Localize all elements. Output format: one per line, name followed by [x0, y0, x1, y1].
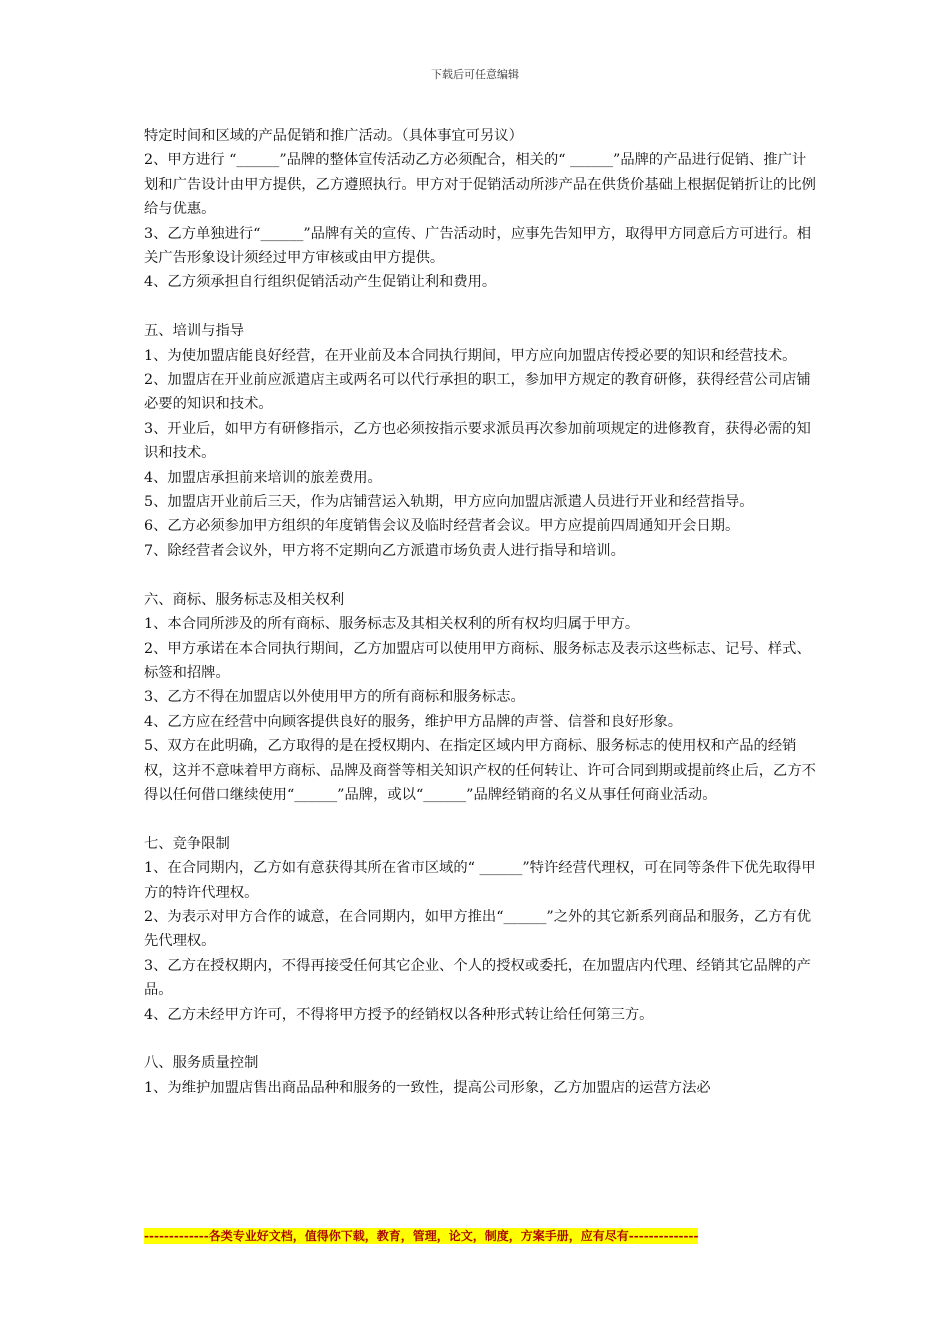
clause: 1、本合同所涉及的所有商标、服务标志及其相关权利的所有权均归属于甲方。 [144, 616, 640, 633]
clause: 2、甲方承诺在本合同执行期间，乙方加盟店可以使用甲方商标、服务标志及表示这些标志、记号、样式、标签和招牌。 [144, 640, 811, 681]
clause: 3、乙方在授权期内，不得再接受任何其它企业、个人的授权或委托，在加盟店内代理、经销其它品牌的产品。 [144, 957, 811, 999]
section-title: 七、竞争限制 [144, 835, 230, 852]
clause: 7、除经营者会议外，甲方将不定期向乙方派遣市场负责人进行指导和培训。 [144, 542, 625, 559]
clause: 1、为维护加盟店售出商品品种和服务的一致性，提高公司形象，乙方加盟店的运营方法必 [144, 1079, 711, 1096]
intro-paragraph: 特定时间和区域的产品促销和推广活动。（具体事宜可另议） [144, 128, 523, 144]
clause: 3、开业后，如甲方有研修指示，乙方也必须按指示要求派员再次参加前项规定的进修教育，获得必需的知识和技术。 [144, 420, 811, 462]
clause: 5、加盟店开业前后三天，作为店铺营运入轨期，甲方应向加盟店派遣人员进行开业和经营指导。 [144, 494, 754, 511]
intro-paragraph: 4、乙方须承担自行组织促销活动产生促销让利和费用。 [144, 274, 497, 291]
intro-section [144, 124, 816, 295]
intro-paragraph: 3、乙方单独进行“______”品牌有关的宣传、广告活动时，应事先告知甲方，取得甲方同意后方可进行。相关广告形象设计须经过甲方审核或由甲方提供。 [144, 225, 812, 267]
document-body [144, 124, 816, 1100]
clause: 1、为使加盟店能良好经营，在开业前及本合同执行期间，甲方应向加盟店传授必要的知识和经营技术。 [144, 347, 797, 364]
clause: 6、乙方必须参加甲方组织的年度销售会议及临时经营者会议。甲方应提前四周通知开会日期。 [144, 518, 740, 535]
section-training [144, 319, 816, 563]
clause: 1、在合同期内，乙方如有意获得其所在省市区域的“ ______”特许经营代理权，可在同等条件下优先取得甲方的特许代理权。 [144, 860, 816, 901]
page-header: 下载后可任意编辑 [431, 68, 519, 81]
clause: 3、乙方不得在加盟店以外使用甲方的所有商标和服务标志。 [144, 689, 525, 706]
section-title: 六、商标、服务标志及相关权利 [144, 591, 345, 608]
section-title: 五、培训与指导 [144, 323, 245, 340]
intro-paragraph: 2、甲方进行 “______”品牌的整体宣传活动乙方必须配合，相关的“ ______”品牌的产品进行促销、推广计划和广告设计由甲方提供，乙方遵照执行。甲方对于促销活动所涉产品在供货价基础上根据促销折让的比例给与优惠。 [144, 152, 816, 218]
section-quality [144, 1051, 816, 1100]
clause: 5、双方在此明确，乙方取得的是在授权期内、在指定区域内甲方商标、服务标志的使用权和产品的经销权，这并不意味着甲方商标、品牌及商誉等相关知识产权的任何转让、许可合同到期或提前终止后，乙方不得以任何借口继续使用“______”品牌，或以“______”品牌经销商的名义从事任何商业活动。 [144, 738, 816, 803]
clause: 4、乙方应在经营中向顾客提供良好的服务，维护甲方品牌的声誉、信誉和良好形象。 [144, 713, 683, 730]
section-title: 八、服务质量控制 [144, 1055, 259, 1072]
section-trademark [144, 588, 816, 808]
clause: 4、乙方未经甲方许可，不得将甲方授予的经销权以各种形式转让给任何第三方。 [144, 1006, 654, 1023]
clause: 2、加盟店在开业前应派遣店主或两名可以代行承担的职工，参加甲方规定的教育研修，获得经营公司店铺必要的知识和技术。 [144, 372, 811, 413]
section-competition [144, 832, 816, 1027]
promo-footer: -------------各类专业好文档，值得你下载，教育，管理，论文，制度，方案手册，应有尽有-------------- [144, 1229, 699, 1243]
clause: 4、加盟店承担前来培训的旅差费用。 [144, 469, 382, 486]
clause: 2、为表示对甲方合作的诚意，在合同期内，如甲方推出“______”之外的其它新系列商品和服务，乙方有优先代理权。 [144, 908, 812, 950]
